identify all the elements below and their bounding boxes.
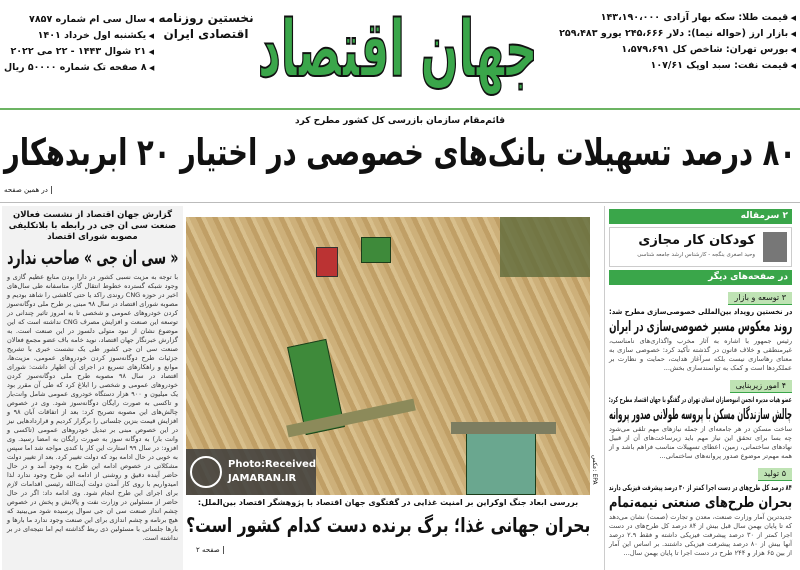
market-info (545, 10, 796, 74)
center-article-headline: بحران جهانی غذا؛ برگ برنده دست کدام کشور است؟ (185, 513, 590, 537)
lead-page-ref: در همین صفحه (4, 186, 52, 194)
issue-price: ◀ ۸ صفحه تک شماره ۵۰۰۰۰ ریال (4, 60, 154, 76)
other-pages-bar: در صفحه‌های دیگر (609, 270, 792, 285)
fx-rates: ◀ بازار ارز (حواله نیما): دلار ۲۴۵،۶۶۶ یورو ۲۵۹،۴۸۳ (559, 26, 796, 42)
left-article (2, 206, 183, 570)
divider (0, 202, 800, 203)
lead-headline-wrap (4, 130, 796, 176)
item-kicker: در نخستین رویداد بین‌المللی خصوصی‌سازی مطرح شد: (608, 307, 792, 316)
logo-word-1: جهان (420, 5, 538, 95)
tagline-2: اقتصادی ایران (163, 27, 249, 41)
issue-date-alt: ◀ ۲۱ شوال ۱۴۴۳ - ۲۲ می ۲۰۲۲ (10, 44, 154, 60)
author-photo (763, 232, 787, 262)
stock-index: ◀ بورس تهران: شاخص کل ۱،۵۷۹،۶۹۱ (621, 42, 796, 58)
editorial-title[interactable]: کودکان کار مجازی (638, 233, 755, 248)
newspaper-logo (258, 0, 538, 105)
section-tag: ۵ تولید (758, 468, 792, 481)
truck (316, 247, 338, 277)
item-headline[interactable]: چالش سازندگان مسکن با پروسه طولانی صدور پروانه (608, 407, 792, 423)
photo-credit: عکس: EPA (591, 455, 598, 485)
tagline (158, 10, 254, 42)
watermark-line2: JAMARAN.IR (228, 473, 297, 484)
item-body: رئیس جمهور با اشاره به آثار مخرب واگذاری‌های نامناسب، غیرمنطقی و خلاف قانون در گذشته تأکید کرد: خصوصی سازی به معنای رهاسازی نیست بلکه سرآغاز هدایت، حمایت و نظارت بر عملکردها است و کمک به توانمندسازی بخش... (609, 337, 792, 372)
watermark (186, 449, 316, 495)
watermark-line1: Photo:Received (228, 459, 317, 470)
harvester (466, 427, 536, 495)
item-body: ساخت مسکن در هر جامعه‌ای از جمله نیازهای مهم تلقی می‌شود چه بسا برای تحقق این نیاز مهم باید زیرساخت‌های آن از قبیل نهادهای ساختمانی، زمین، اعطای تسهیلات مناسب فراهم باشد و از همه مهم‌تر موضوع صدور پروانه‌های ساختمانی... (609, 425, 792, 460)
item-headline[interactable]: روند معکوس مسیر خصوصی‌سازی در ایران (608, 319, 792, 335)
editorial-box (609, 227, 792, 267)
oil-price: ◀ قیمت نفت: سبد اوپک ۱۰۷/۶۱ (651, 58, 796, 74)
jamaran-logo-icon (190, 456, 222, 488)
lead-headline: ۸۰ درصد تسهیلات بانک‌های خصوصی در اختیار ۲۰ ابربدهکار (4, 131, 796, 174)
issue-number: ◀ سال سی ام شماره ۷۸۵۷ (29, 12, 154, 28)
issue-info (4, 12, 154, 76)
left-article-headline: « سی ان جی » صاحب ندارد (6, 247, 178, 269)
logo-word-2: اقتصاد (258, 5, 406, 95)
center-page-ref: صفحه ۲ (196, 546, 224, 554)
center-kicker-wrap (186, 497, 590, 509)
left-article-body: با توجه به مزیت نسبی کشور در دارا بودن منابع عظیم گازی و وجود شبکه گسترده خطوط انتقال گاز، متاسفانه طی سال‌های اخیر در حوزه CNG روندی راکد یا حتی کاهشی را شاهد بودیم و مصوبه شورای اقتصاد در سال ۹۸ مبنی بر طرح ملی دوگانه‌سوز کردن خودروهای عمومی و شخصی تا به امروز تاثیر چندانی در توسعه این صنعت و افزایش مصرف CNG نداشته است که این موضوع نشان از نبود متولی دلسوز در این صنعت است. به گزارش خبرنگار جهان اقتصاد، نوید خامه باف عضو مجمع فعالان صنعت سی ان جی کشور طی یک نشست خبری با تشریح جزئیات طرح دوگانه‌سوز کردن خودروهای عمومی، مزیت‌ها، موانع و راهکارهای تسریع در اجرای آن اظهار داشت: شورای اقتصاد در سال ۹۸ مصوبه طرح ملی دوگانه‌سوز کردن خودروهای عمومی و شخصی را ابلاغ کرد که طی آن مقرر بود یک میلیون و ۹۰۰ هزار دستگاه خودروی عمومی شامل وانت‌بار و تاکسی به صورت رایگان دوگانه‌سوز شود. وی در خصوص چالش‌های این مصوبه تصریح کرد: بعد از اتفاقات آبان ۹۸ و افزایش قیمت بنزین جلساتی را برگزار کردیم و قراردادهایی نیز در این خصوص مبنی بر تبدیل خودروهای عمومی (تاکسی و وانت بار) به دوگانه سوز به صورت رایگان به امضا رسید. وی افزود: در سال ۹۹ استارت این کار با کندی مواجه شد اما سپس به خوبی در حال ادامه بود که دولت تغییر کرد. بعد از تغییر دولت مشکلاتی در خصوص ادامه این طرح به وجود آمد و در حال حاضر آینده دقیق و روشنی از ادامه این طرح وجود ندارد لذا امیدواریم با روی کار آمدن دولت آیت‌الله رئیسی اقدامات لازم برای اجرای این طرح انجام شود. وی ادامه داد: اگر در حال حاضر از مسئولین در وزارت نفت و پالایش و پخش در خصوص چشم انداز صنعت سی ان جی سوال پرسیده شود می‌بینید که هیچ برنامه و چشم اندازی برای این صنعت وجود ندارد ما بارها و بارها جلساتی با مسئولین ذی ربط گذاشته ایم اما نتیجه‌ای در بر نداشته است. (7, 273, 179, 542)
gold-price: ◀ قیمت طلا: سکه بهار آزادی ۱۴۳،۱۹۰،۰۰۰ (601, 10, 796, 26)
left-article-kicker: گزارش جهان اقتصاد از نشست فعالان صنعت سی ان جی در رابطه با بلاتکلیفی مصوبه شورای اقتصاد (8, 210, 177, 242)
section-tag: ۴ امور زیربنایی (730, 380, 792, 393)
editorial-bar (609, 209, 792, 224)
harvester (361, 237, 391, 263)
section-tag: ۳ توسعه و بازار (728, 292, 792, 305)
item-headline[interactable]: بحران طرح‌های صنعتی نیمه‌تمام (608, 495, 792, 511)
editorial-author: وحید اصغری بنگجه - کارشناس ارشد جامعه شناسی (637, 252, 755, 258)
item-body: جدیدترین آمار وزارت صنعت، معدن و تجارت (صمت) نشان می‌دهد که تا پایان بهمن سال قبل بیش از ۸۴ درصد کل طرح‌های در دست اجرا کمتر از ۳۰ درصد پیشرفت فیزیکی داشته و فقط ۲.۹ درصد آنها بیش از ۸۰ درصد پیشرفت فیزیکی داشتند. بر اساس این آمار از بین ۶۵ هزار و ۲۴۴ طرح در دست اجرا تا پایان بهمن سال... (609, 513, 793, 557)
editorial-section-label: سرمقاله (740, 211, 780, 221)
right-column (604, 206, 796, 570)
tagline-1: نخستین روزنامه (158, 11, 254, 25)
lead-kicker: قائم‌مقام سازمان بازرسی کل کشور مطرح کرد (295, 116, 506, 126)
masthead-rule (0, 108, 800, 110)
lead-kicker-wrap (0, 116, 800, 126)
item-kicker: عضو هیات مدیره انجمن انبوه‌سازان استان تهران در گفتگو با جهان اقتصاد مطرح کرد: (609, 395, 792, 404)
issue-date: ◀ یکشنبه اول خرداد ۱۴۰۱ (38, 28, 154, 44)
item-kicker: ۸۴ درصد کل طرح‌های در دست اجرا کمتر از ۳۰ درصد پیشرفت فیزیکی دارند (609, 483, 792, 492)
center-headline-wrap (186, 511, 590, 539)
editorial-section-number: ۲ (782, 211, 788, 221)
center-article-kicker: بررسی ابعاد جنگ اوکراین بر امنیت غذایی در گفتگوی جهان اقتصاد با پژوهشگر اقتصاد بین‌الملل: (197, 498, 579, 507)
